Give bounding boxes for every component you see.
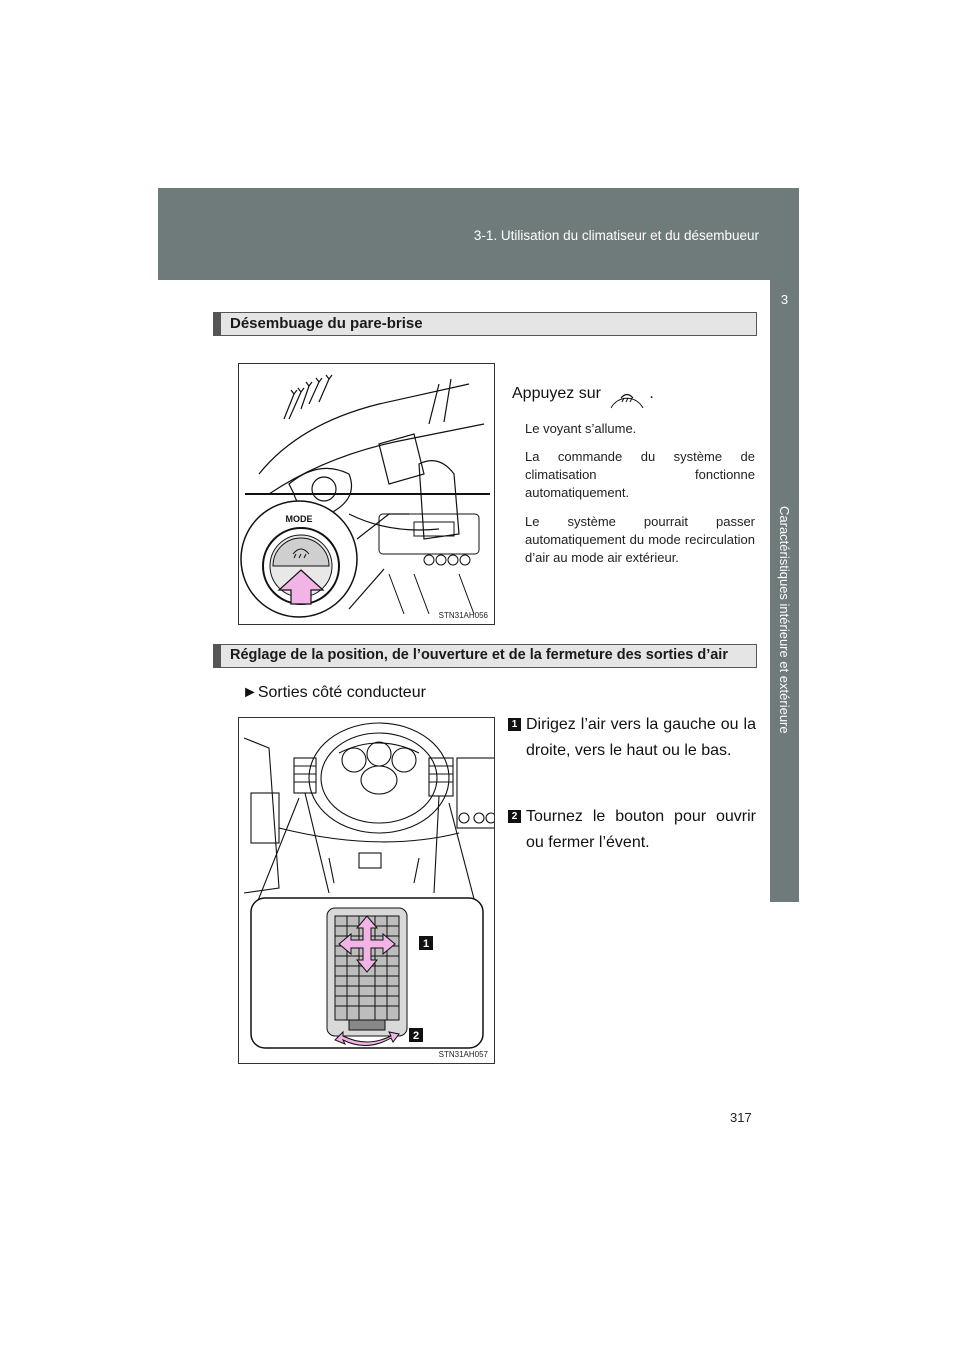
chapter-side-label: Caractéristiques intérieure et extérieure: [777, 506, 792, 734]
defog-lead-text: [512, 380, 654, 410]
defog-note-3: Le système pourrait passer automatiquement du mode recirculation d’air au mode air extérieur.: [525, 514, 755, 565]
figure-badge-2: 2: [412, 1030, 420, 1042]
defog-button-icon: [607, 380, 647, 410]
figure-vents-illustration: [238, 717, 495, 1064]
vents-subheading: ►Sorties côté conducteur: [242, 684, 426, 701]
vents-illustration: [239, 718, 495, 1064]
chapter-title: 3-1. Utilisation du climatiseur et du désembueur: [473, 228, 759, 243]
vent-step-1: [508, 712, 756, 764]
defog-note-1: Le voyant s’allume.: [525, 421, 637, 436]
figure-defog-illustration: [238, 363, 495, 625]
lead-end: .: [649, 385, 654, 402]
section-heading-text: Réglage de la position, de l’ouverture et de la fermeture des sorties d’air: [230, 647, 728, 663]
figure-badge-1: 1: [422, 938, 430, 950]
chapter-side-tab: [770, 280, 799, 902]
chapter-number: 3: [780, 292, 789, 307]
step-text-2: Tournez le bouton pour ouvrir ou fermer l’évent.: [526, 808, 756, 851]
mode-label: MODE: [285, 514, 313, 524]
defog-illustration: [239, 364, 495, 625]
page-number: 317: [730, 1110, 752, 1125]
step-badge-2: 2: [508, 810, 521, 823]
section-heading-defog: [213, 312, 757, 336]
step-text-1: Dirigez l’air vers la gauche ou la droite, vers le haut ou le bas.: [526, 716, 756, 759]
chapter-header: [158, 188, 799, 280]
vent-step-2: [508, 804, 756, 856]
lead-text: Appuyez sur: [512, 385, 601, 402]
step-badge-1: 1: [508, 718, 521, 731]
heading-bar: [214, 645, 221, 667]
defog-note-2: La commande du système de climatisation fonctionne automatiquement.: [525, 449, 755, 500]
section-heading-vents: [213, 644, 757, 668]
figure-code-2: STN31AH057: [438, 1050, 488, 1059]
section-heading-text: Désembuage du pare-brise: [230, 315, 423, 332]
heading-bar: [214, 313, 221, 335]
figure-code-1: STN31AH056: [438, 611, 488, 620]
